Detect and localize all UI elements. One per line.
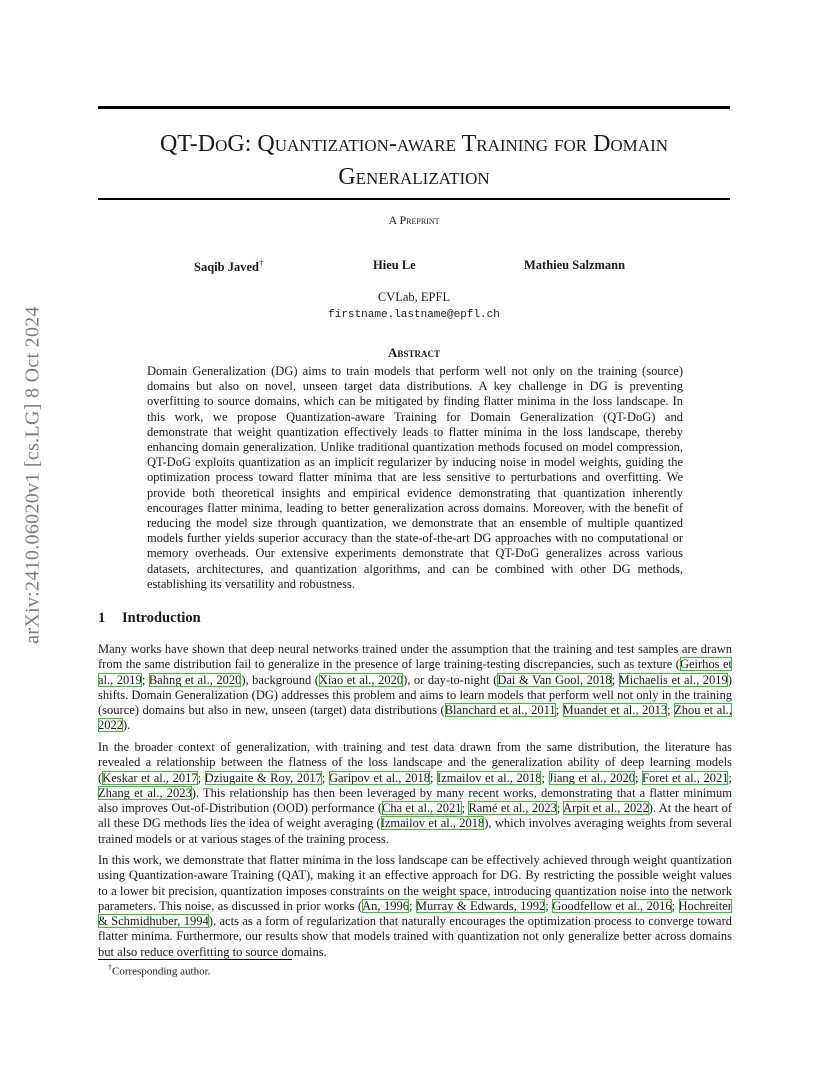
- text-run: ).: [123, 718, 131, 733]
- text-run: ;: [408, 898, 416, 913]
- citation-link[interactable]: Dziugaite & Roy, 2017: [204, 770, 322, 785]
- intro-paragraph-3: [98, 853, 732, 960]
- citation-link[interactable]: Zhou et al., 2022: [98, 703, 732, 733]
- intro-paragraph-2: [98, 740, 732, 847]
- author-name: Mathieu Salzmann: [524, 258, 626, 272]
- citation-link[interactable]: Jiang et al., 2020: [548, 770, 635, 785]
- text-run: ), acts as a form of regularization that naturally encourages the optimization process to converge toward flatter minima. Furthermore, our results show that models trained with quantization not only generalize better across domains but also reduce overfitting to source domains.: [98, 914, 732, 959]
- text-run: ;: [634, 770, 643, 785]
- text-run: ;: [728, 770, 732, 785]
- citation-link[interactable]: Hochreiter & Schmidhuber, 1994: [98, 898, 732, 929]
- text-run: ;: [461, 801, 469, 816]
- citation-link[interactable]: Cha et al., 2021: [382, 801, 462, 816]
- text-run: ;: [667, 703, 675, 718]
- text-run: ). This relationship has then been leveraged by many recent works, demonstrating that a flatter minimum also improves Out-of-Distribution (OOD) performance (: [98, 785, 732, 816]
- citation-link[interactable]: Bahng et al., 2020: [148, 672, 242, 687]
- citation-link[interactable]: Blanchard et al., 2011: [444, 703, 556, 718]
- title-line-1: QT-DoG: Quantization-aware Training for Domain: [159, 131, 669, 157]
- section-title: Introduction: [122, 610, 201, 626]
- citation-link[interactable]: Arpit et al., 2022: [563, 801, 649, 816]
- abstract-text: Domain Generalization (DG) aims to train models that perform well not only on the training (source) domains but also on novel, unseen target data distributions. A key challenge in DG is preventing overfitting to source domains, which can be mitigated by finding flatter minima in the loss landscape. In this work, we propose Quantization-aware Training for Domain Generalization (QT-DoG) and demonstrate that weight quantization effectively leads to flatter minima in the loss landscape, thereby enhancing domain generalization. Unlike traditional quantization methods focused on model compression, QT-DoG exploits quantization as an implicit regularizer by inducing noise in model weights, guiding the optimization process toward flatter minima that are less sensitive to perturbations and overfitting. We provide both theoretical insights and empirical evidence demonstrating that quantization inherently encourages flatter minima, leading to better generalization across domains. Moreover, with the benefit of reducing the model size through quantization, we demonstrate that an ensemble of multiple quantized models further yields superior accuracy than the state-of-the-art DG approaches with no computational or memory overheads. Our extensive experiments demonstrate that QT-DoG generalizes across various datasets, architectures, and quantization algorithms, and can be combined with other DG methods, establishing its versatility and robustness.: [147, 364, 683, 591]
- citation-link[interactable]: Geirhos et al., 2019: [98, 657, 732, 687]
- arxiv-stamp: [8, 295, 58, 655]
- affiliation-email[interactable]: firstname.lastname@epfl.ch: [328, 309, 500, 321]
- text-run: ), or day-to-night (: [403, 672, 498, 687]
- title-top-rule: [98, 106, 730, 109]
- citation-link[interactable]: Murray & Edwards, 1992: [415, 898, 546, 913]
- citation-link[interactable]: Izmailov et al., 2018: [380, 816, 485, 831]
- citation-link[interactable]: Garipov et al., 2018: [328, 770, 430, 785]
- author-mark: †: [258, 258, 264, 268]
- section-heading: [98, 610, 201, 627]
- title-line-2: Generalization: [338, 164, 490, 190]
- citation-link[interactable]: Dai & Van Gool, 2018: [497, 672, 612, 687]
- text-run: ;: [321, 770, 329, 785]
- citation-link[interactable]: Michaelis et al., 2019: [618, 672, 728, 687]
- text-run: ;: [671, 898, 679, 913]
- footnote: [108, 963, 210, 978]
- affiliation-lab: CVLab, EPFL: [377, 290, 451, 304]
- preprint-label: A Preprint: [388, 213, 440, 227]
- paper-title: [98, 128, 730, 194]
- text-run: ), background (: [241, 672, 319, 687]
- text-run: ;: [429, 770, 438, 785]
- author-2: [373, 258, 416, 273]
- text-run: Many works have shown that deep neural networks trained under the assumption that the training and test samples are drawn from the same distribution fail to generalize in the presence of large training-testing discrepancies, such as texture (: [98, 642, 732, 672]
- text-run: ;: [555, 703, 563, 718]
- citation-link[interactable]: An, 1996: [362, 898, 409, 913]
- citation-link[interactable]: Keskar et al., 2017: [102, 770, 198, 785]
- author-name: Saqib Javed: [194, 260, 259, 275]
- citation-link[interactable]: Foret et al., 2021: [642, 770, 729, 785]
- author-3: [524, 258, 625, 273]
- author-name: Hieu Le: [373, 258, 416, 272]
- intro-paragraph-1: [98, 642, 732, 734]
- text-run: In the broader context of generalization, with training and test data drawn from the same distribution, the literature has revealed a relationship between the flatness of the loss landscape and the generalization ability of deep learning models (: [98, 740, 732, 785]
- text-run: ) shifts. Domain Generalization (DG) addresses this problem and aims to learn models that perform well not only in the training (source) domains but also in new, unseen (target) data distributions (: [98, 672, 732, 718]
- citation-link[interactable]: Ramé et al., 2023: [468, 801, 557, 816]
- section-number: 1: [98, 610, 106, 626]
- author-1: [194, 258, 263, 275]
- text-run: ), which involves averaging weights from several trained models or at various stages of the training process.: [98, 816, 732, 846]
- text-run: ;: [197, 770, 205, 785]
- title-bottom-rule: [98, 198, 730, 200]
- text-run: ;: [611, 672, 619, 687]
- arxiv-stamp-text: arXiv:2410.06020v1 [cs.LG] 8 Oct 2024: [21, 306, 44, 644]
- citation-link[interactable]: Izmailov et al., 2018: [437, 770, 542, 785]
- citation-link[interactable]: Xiao et al., 2020: [318, 672, 404, 687]
- text-run: ;: [141, 672, 149, 687]
- citation-link[interactable]: Muandet et al., 2013: [562, 703, 668, 718]
- text-run: ;: [545, 898, 553, 913]
- footnote-text: Corresponding author.: [112, 965, 211, 978]
- citation-link[interactable]: Zhang et al., 2023: [98, 785, 192, 800]
- abstract-heading: Abstract: [388, 345, 440, 360]
- text-run: In this work, we demonstrate that flatter minima in the loss landscape can be effectively achieved through weight quantization using Quantization-aware Training (QAT), making it an effective approach for DG. By restricting the possible weight values to a lower bit precision, quantization imposes constraints on the weight space, introducing quantization noise into the network parameters. This noise, as discussed in prior works (: [98, 853, 732, 913]
- text-run: ;: [556, 801, 564, 816]
- text-run: ;: [541, 770, 549, 785]
- citation-link[interactable]: Goodfellow et al., 2016: [552, 898, 672, 913]
- text-run: ). At the heart of all these DG methods lies the idea of weight averaging (: [98, 801, 732, 831]
- footnote-rule: [98, 959, 292, 960]
- footnote-mark: †: [108, 963, 112, 972]
